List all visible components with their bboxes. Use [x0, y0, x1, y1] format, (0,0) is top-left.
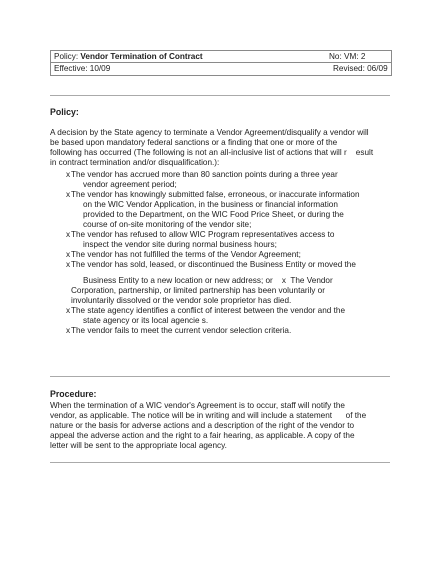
list-item: x The vendor has accrued more than 80 sanction points during a three year vendor agreement period;	[66, 170, 338, 189]
list-item: x The vendor has not fulfilled the terms of the Vendor Agreement;	[66, 250, 301, 259]
list-item: x The vendor has refused to allow WIC Program representatives access to inspect the vendor site during normal business hours;	[66, 230, 335, 249]
procedure-heading: Procedure:	[50, 389, 97, 399]
procedure-line: appeal the adverse action and the right to a fair hearing, as applicable. A copy of the	[50, 431, 355, 440]
bullet-marker: x	[66, 260, 71, 269]
intro-line: A decision by the State agency to terminate a Vendor Agreement/disqualify a vendor will	[50, 128, 369, 137]
bullet-marker: x	[66, 170, 71, 179]
policy-number: No: VM: 2	[329, 52, 366, 61]
list-item: x The state agency identifies a conflict of interest between the vendor and the state agency or its local agencie s.	[66, 306, 345, 325]
list-item: x The vendor has sold, leased, or discontinued the Business Entity or moved the Business Entity to a new location or new address; or x The Vendor Corporation, partnership, or limited partnership has been voluntarily or involuntarily dissolved or the vendor sole proprietor has died.	[66, 260, 356, 305]
termination-reasons-list	[66, 170, 391, 336]
procedure-bottom-rule	[50, 462, 390, 463]
procedure-line: vendor, as applicable. The notice will be in writing and will include a statement of the	[50, 411, 367, 420]
policy-intro	[50, 128, 395, 168]
revised-date: Revised: 06/09	[333, 64, 388, 73]
bullet-marker: x	[66, 306, 71, 315]
policy-title-line	[54, 52, 203, 62]
bullet-marker: x	[66, 230, 71, 239]
procedure-top-rule	[50, 376, 390, 377]
list-item: x The vendor fails to meet the current vendor selection criteria.	[66, 326, 292, 335]
intro-line: be based upon mandatory federal sanctions or a finding that one or more of the	[50, 138, 338, 147]
policy-heading: Policy:	[50, 107, 79, 117]
policy-label: Policy:	[54, 52, 79, 61]
policy-top-rule	[50, 95, 390, 96]
procedure-line: When the termination of a WIC vendor's Agreement is to occur, staff will notify the	[50, 401, 345, 410]
procedure-text	[50, 401, 395, 451]
procedure-line: letter will be sent to the appropriate local agency.	[50, 441, 227, 450]
procedure-line: nature or the basis for adverse actions and a description of the right of the vendor to	[50, 421, 355, 430]
bullet-marker: x	[66, 326, 71, 335]
policy-title: Vendor Termination of Contract	[80, 52, 203, 61]
bullet-marker: x	[66, 190, 71, 199]
header-divider	[51, 62, 391, 63]
bullet-marker: x	[66, 250, 71, 259]
list-item: x The vendor has knowingly submitted false, erroneous, or inaccurate information on the WIC Vendor Application, in the business or financial information provided to the Department, on the WIC Food Price Sheet, or during the course of on-site monitoring of the vendor site;	[66, 190, 360, 229]
intro-line: in contract termination and/or disqualification.):	[50, 158, 220, 167]
effective-date: Effective: 10/09	[54, 64, 111, 73]
policy-header-box	[50, 50, 392, 76]
intro-line: following has occurred (The following is not an all-inclusive list of actions that will r esult	[50, 148, 374, 157]
